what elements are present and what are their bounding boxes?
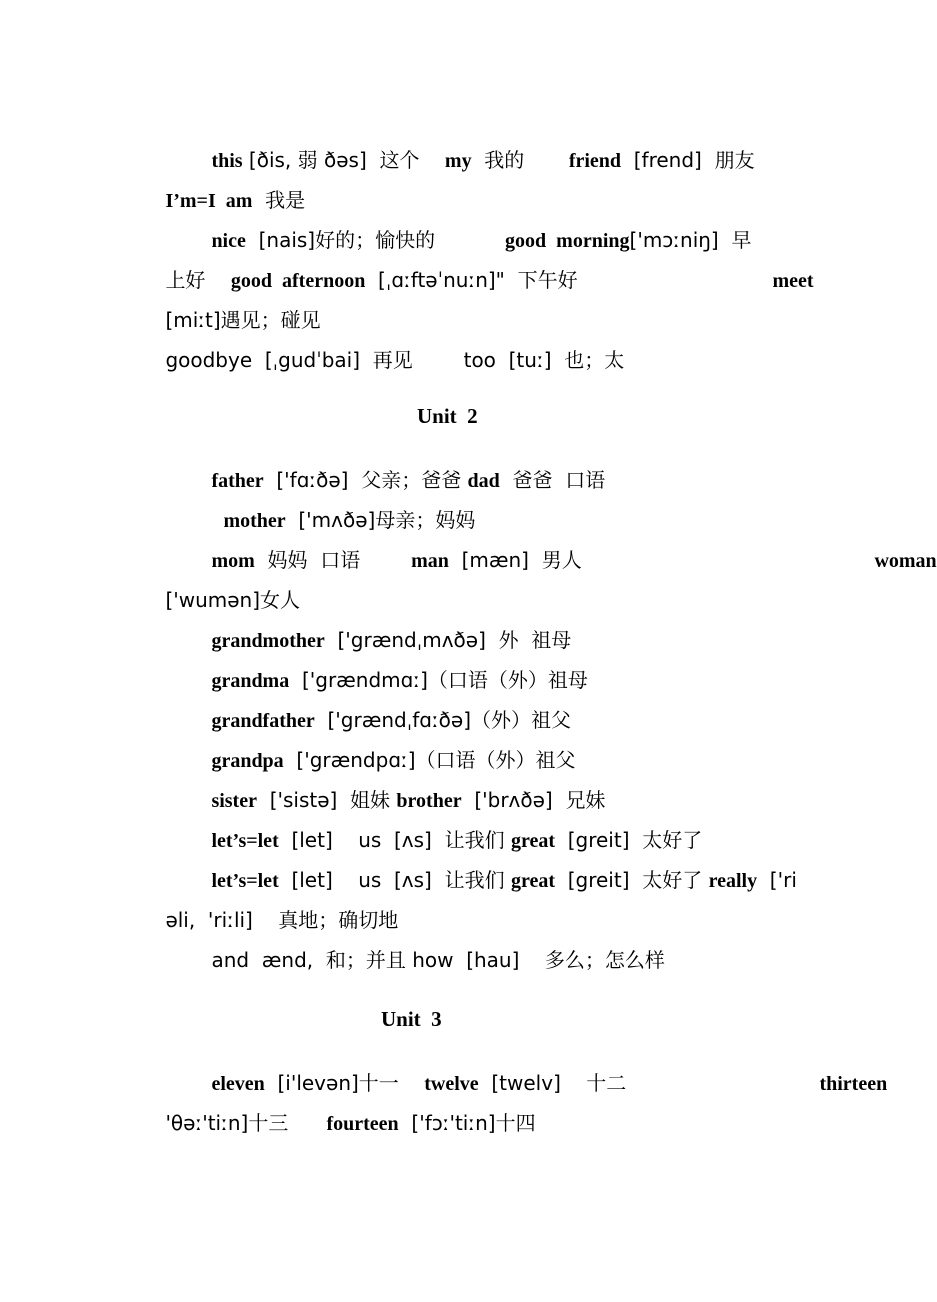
vocab-word: good morning [505, 230, 630, 252]
vocab-definition: ['fɔː'tiːn]十四 [398, 1111, 536, 1135]
vocab-definition: ['mʌðə]母亲；妈妈 [285, 508, 476, 532]
vocab-word: my [444, 150, 472, 172]
vocab-definition: 我是 [252, 188, 306, 212]
vocab-definition: ['sistə] 姐妹 [256, 788, 397, 812]
vocab-definition: ['grændˌmʌðə] 外 祖母 [324, 628, 572, 652]
vocab-definition: 'θəː'tiːn]十三 [165, 1111, 327, 1135]
vocab-word: good afternoon [230, 270, 366, 292]
vocab-definition: and ænd, 和；并且 how [hau] 多么；怎么样 [211, 948, 665, 972]
vocab-definition: [ˌɑːftəˈnuːn]" 下午好 [365, 268, 578, 292]
vocab-definition: 爸爸 口语 [499, 468, 606, 492]
vocab-definition: [frend] 朋友 [621, 148, 755, 172]
unit-heading: Unit 3 [381, 1007, 442, 1031]
vocab-word: man [411, 550, 449, 572]
vocab-definition: [let] us [ʌs] 让我们 [278, 828, 511, 852]
vocab-line [140, 324, 624, 396]
vocab-definition: [miːt]遇见；碰见 [165, 308, 321, 332]
vocab-definition: 上好 [165, 268, 231, 292]
vocab-definition: [ðis, 弱 ðəs] 这个 [242, 148, 445, 172]
vocab-word: grandpa [211, 750, 284, 772]
vocab-word: twelve [424, 1073, 479, 1095]
vocab-word: nice [211, 230, 246, 252]
vocab-word: friend [568, 150, 622, 172]
vocab-definition: 我的 [471, 148, 569, 172]
vocab-word: I’m=I am [165, 190, 253, 212]
vocab-definition: ['brʌðə] 兄妹 [461, 788, 606, 812]
vocab-word: woman [874, 550, 937, 572]
vocab-word: mother [223, 510, 286, 532]
vocab-line [794, 1047, 887, 1120]
vocab-word: meet [772, 270, 814, 292]
vocab-word: grandma [211, 670, 290, 692]
vocab-definition: goodbye [ˌgudˈbai] 再见 too [tuː] 也；太 [165, 348, 625, 372]
vocab-definition: ['fɑːðə] 父亲；爸爸 [263, 468, 468, 492]
vocab-word: great [510, 870, 555, 892]
vocab-word: father [211, 470, 264, 492]
vocab-definition: ['grændˌfɑːðə]（外）祖父 [314, 708, 572, 732]
vocab-word: eleven [211, 1073, 265, 1095]
vocab-definition: [mæn] 男人 [448, 548, 582, 572]
vocab-word: brother [396, 790, 462, 812]
unit-heading: Unit 2 [417, 404, 478, 428]
vocab-word: mom [211, 550, 255, 572]
vocab-word: really [708, 870, 758, 892]
vocab-definition: [nais]好的；愉快的 [245, 228, 506, 252]
vocab-word: let’s=let [211, 870, 279, 892]
vocab-definition: [twelv] 十二 [478, 1071, 627, 1095]
vocab-definition: ['grændmɑː]（口语（外）祖母 [289, 668, 588, 692]
vocab-line [849, 524, 937, 597]
vocab-word: let’s=let [211, 830, 279, 852]
vocab-definition: [i'levən]十一 [264, 1071, 425, 1095]
vocab-definition: ['wumən]女人 [165, 588, 301, 612]
vocab-line [747, 244, 814, 317]
vocab-definition: [let] us [ʌs] 让我们 [278, 868, 511, 892]
vocab-line [140, 1087, 536, 1160]
vocab-definition: ['mɔːniŋ] 早 [629, 228, 752, 252]
vocab-definition: ['grændpɑː]（口语（外）祖父 [283, 748, 576, 772]
vocab-definition: [greit] 太好了 [555, 868, 709, 892]
vocab-definition: əli, 'riːli] 真地；确切地 [165, 908, 399, 932]
vocab-word: dad [467, 470, 500, 492]
vocab-line [186, 924, 665, 996]
vocab-word: this [211, 150, 243, 172]
vocab-definition: 妈妈 口语 [254, 548, 412, 572]
vocab-word: grandmother [211, 630, 325, 652]
vocab-definition: [greit] 太好了 [555, 828, 703, 852]
vocab-definition: ['ri [757, 868, 797, 892]
vocab-word: thirteen [819, 1073, 888, 1095]
vocab-word: fourteen [326, 1113, 399, 1135]
vocab-word: sister [211, 790, 257, 812]
vocab-word: grandfather [211, 710, 315, 732]
vocab-word: great [510, 830, 555, 852]
